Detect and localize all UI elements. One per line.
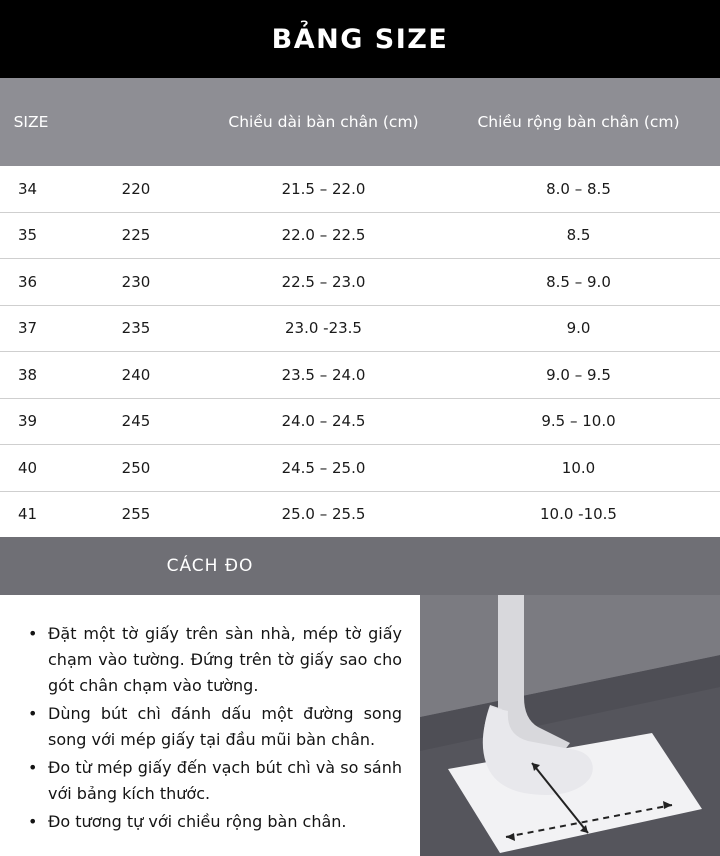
cell-length: 24.5 – 25.0 [210,445,437,492]
cell-mm: 235 [62,305,210,352]
cell-width: 10.0 -10.5 [437,491,720,537]
cell-width: 9.5 – 10.0 [437,398,720,445]
table-row [0,305,720,352]
cell-width: 10.0 [437,445,720,492]
cell-length: 22.5 – 23.0 [210,259,437,306]
table-row [0,445,720,492]
cell-size: 37 [0,305,62,352]
cell-mm: 245 [62,398,210,445]
how-to-measure-header [0,537,420,595]
table-row [0,166,720,212]
cell-size: 41 [0,491,62,537]
table-row [0,352,720,399]
cell-size: 40 [0,445,62,492]
size-table [0,78,720,537]
cell-mm: 250 [62,445,210,492]
cell-size: 36 [0,259,62,306]
foot-measure-illustration [420,537,720,856]
column-header-foot-length: Chiều dài bàn chân (cm) [210,78,437,166]
cell-width: 9.0 – 9.5 [437,352,720,399]
list-item: • Đo tương tự với chiều rộng bàn chân. [26,809,402,835]
table-row [0,491,720,537]
cell-length: 23.5 – 24.0 [210,352,437,399]
cell-mm: 230 [62,259,210,306]
cell-length: 21.5 – 22.0 [210,166,437,212]
cell-length: 22.0 – 22.5 [210,212,437,259]
cell-size: 34 [0,166,62,212]
table-row [0,212,720,259]
illustration-graphic [420,537,720,856]
cell-mm: 240 [62,352,210,399]
how-to-measure-section [0,537,720,856]
cell-size: 39 [0,398,62,445]
column-header-foot-width: Chiều rộng bàn chân (cm) [437,78,720,166]
cell-mm: 220 [62,166,210,212]
cell-size: 35 [0,212,62,259]
how-to-measure-title: CÁCH ĐO [166,556,254,576]
list-item: • Đặt một tờ giấy trên sàn nhà, mép tờ giấy chạm vào tường. Đứng trên tờ giấy sao cho gót chân chạm vào tường. [26,621,402,699]
how-to-measure-steps [0,595,420,835]
table-row [0,398,720,445]
list-item: • Đo từ mép giấy đến vạch bút chì và so sánh với bảng kích thước. [26,755,402,807]
column-header-mm [62,78,210,166]
cell-size: 38 [0,352,62,399]
column-header-size: SIZE [0,78,62,166]
list-item: • Dùng bút chì đánh dấu một đường song song với mép giấy tại đầu mũi bàn chân. [26,701,402,753]
cell-mm: 225 [62,212,210,259]
table-row [0,259,720,306]
cell-mm: 255 [62,491,210,537]
size-table-body [0,166,720,537]
cell-length: 23.0 -23.5 [210,305,437,352]
cell-width: 8.5 – 9.0 [437,259,720,306]
cell-width: 8.5 [437,212,720,259]
cell-width: 9.0 [437,305,720,352]
size-table-head [0,78,720,166]
cell-width: 8.0 – 8.5 [437,166,720,212]
cell-length: 24.0 – 24.5 [210,398,437,445]
table-header-row [0,78,720,166]
title-bar [0,0,720,78]
page-title: BẢNG SIZE [271,23,449,55]
how-to-measure-panel [0,537,420,856]
cell-length: 25.0 – 25.5 [210,491,437,537]
